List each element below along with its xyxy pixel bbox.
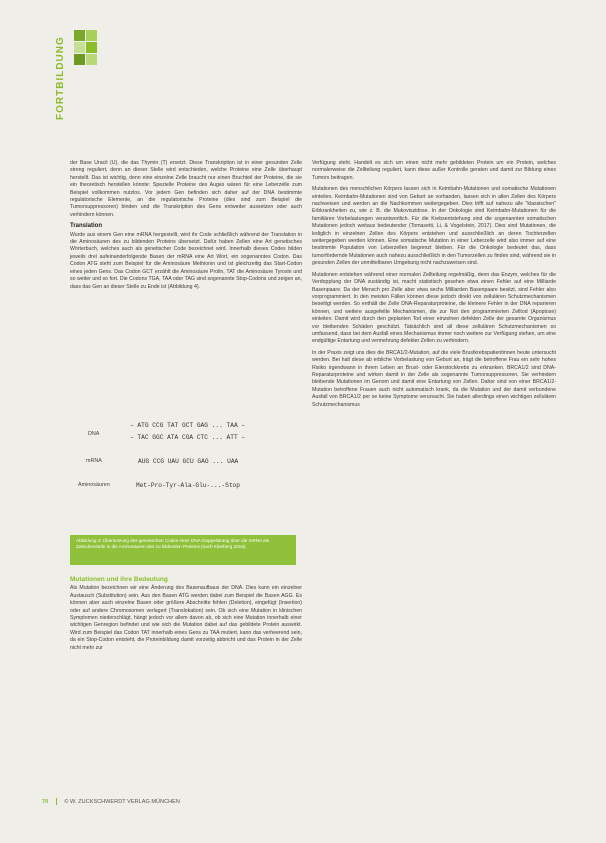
publisher-line: © W. ZUCKSCHWERDT VERLAG MÜNCHEN	[64, 798, 180, 805]
left-column-lower	[70, 572, 302, 656]
figure-genetic-code	[78, 420, 304, 522]
section-label: FORTBILDUNG	[55, 36, 66, 120]
figure-dna-strand-2: – TAC GGC ATA CGA CTC ... ATT –	[130, 434, 246, 441]
paragraph: Mutationen entstehen während einer normalen Zellteilung regelmäßig, denn das Enzym, welches für die Verdopplung der DNA zuständig ist, macht statistisch gesehen etwa einen Fehler auf eine Milliarde Basenpaare. Da der Mensch pro Zelle aber etwa sechs Milliarden Basenpaare besitzt, sind Fehler also vorprogrammiert. In den meisten Fällen können diese jedoch direkt von zellulären Schutzmechanismen beseitigt werden. So enthält die Zelle DNA-Reparaturproteine, die kleinere Fehler in der DNA reparieren können, und weitere ausgefeilte Mechanismen, die zur Not den programmierten Zelltod (Apoptose) einleiten. Damit wird durch den geplanten Tod einer einzelnen defekten Zelle der gesamte Organismus vor bleibenden Schäden geschützt. Tatsächlich sind all diese zellulären Schutzmechanismen so umfassend, dass bei dem Ausfall eines Mechanismus immer noch weitere zur Verfügung stehen, um eine endgültige Entartung und vermehrung defekter Zellen zu verhindern.	[312, 271, 556, 345]
paragraph: Als Mutation bezeichnen wir eine Änderung des Basenaufbaus der DNA. Dies kann ein einzelner Austausch (Substitution) sein. Aus den Basen ATG werden dabei zum Beispiel die Basen AGG. Es können aber auch einzelne Basen oder größere Abschnitte fehlen (Deletion), eingefügt (Insertion) oder auf andere Chromosomen verlagert (Translokation) sein. Ob sich eine Mutation in klinischen Symptomen niederschlägt, hängt jedoch vor allem davon ab, ob sich eine Mutation innerhalb einer wichtigen Genregion befindet und wie sich die Mutation dabei auf das gebildete Protein auswirkt. Wird zum Beispiel das Codon TAT innerhalb eines Gens zu TAA mutiert, kann das verheerend sein, da ein Stop-Codon entsteht, die Proteinbildung damit vorzeitig abbricht und das Protein in der Zelle nicht mehr zur	[70, 585, 302, 651]
figure-dna-strand-1: – ATG CCG TAT GCT GAG ... TAA –	[130, 422, 246, 429]
figure-label-dna: DNA	[88, 431, 100, 437]
heading-translation: Translation	[70, 223, 103, 230]
figure-mrna-strand: AUG CCG UAU GCU GAG ... UAA	[138, 458, 239, 465]
figure-amino-acid-chain: Met-Pro-Tyr-Ala-Glu-...-Stop	[136, 482, 240, 489]
logo-square	[74, 30, 85, 41]
figure-caption: Abbildung 4: Übersetzung des genetischen Codes einer DNA-Doppelstrang über die mRNA als Zwischenstufe in die Aminosäuren des zu bildenden Proteins (nach Kleeberg 2016).	[70, 535, 296, 565]
paragraph: der Base Uracil (U), die das Thymin (T) ersetzt. Diese Transkription ist in einer gesunden Zelle streng reguliert, denn an dieser Stelle wird entschieden, welche Proteine eine Zelle überhaupt herstellt. Das ist wichtig, denn eine einzelne Zelle braucht nur einen Bruchteil der Proteine, die sie ein theoretisch herstellen könnte: Spezielle Proteine des Auges wären für eine Leberzelle zum Beispiel vollkommen nutzlos. Vor jedem Gen befinden sich daher auf der DNA bestimmte regulatorische Elemente, an die regulatorische Proteine (dies sind zum Beispiel die Tumorsuppressoren) binden und die Transkription des Gens entweder aussetzen oder auch verhindern können.	[70, 160, 302, 218]
page-number: 70	[42, 798, 49, 805]
logo-square	[86, 30, 97, 41]
paragraph: Mutationen des menschlichen Körpers lassen sich in Keimbahn-Mutationen und somatische Mutationen einteilen. Keimbahn-Mutationen sind von Geburt an vorhanden, lassen sich in allen Zellen des Körpers nachweisen und werden an die Nachkommen weitergegeben. Dies trifft auf nahezu alle "klassischen" Erbkrankheiten zu, wie z. B. die Mukoviszidose. In der Onkologie sind Keimbahn-Mutationen für die familiären Vorbelastungen verantwortlich. Für die Krebsentstehung sind die sogenannten somatischen Mutationen jedoch weitaus bedeutender (Tomasetti, Li, & Vogelstein, 2017). Dies sind Mutationen, die lediglich in einzelnen Zellen des Körpers entstehen und ausschließlich an deren Tochterzellen weitergegeben werden können. Eine somatische Mutation in einer Leberzelle wird also immer auf eine bestimmte Population von Leberzellen begrenzt bleiben. Für die Onkologie bedeutet das, dass tumorfördernde Mutationen auch nahezu ausschließlich in den Tumorzellen zu finden sind, während sie in gesunden Zellen der unmittelbaren Umgebung nicht nachzuweisen sind.	[312, 186, 556, 267]
paragraph: Verfügung steht. Handelt es sich um einen nicht mehr gebildeten Protein um ein Protein, welches normalerweise die Zellteilung reguliert, kann diese außer Kontrolle geraten und damit zur Bildung eines Tumors beitragen.	[312, 160, 556, 181]
figure-label-mrna: mRNA	[86, 458, 102, 464]
logo-square	[86, 42, 97, 53]
paragraph: Wurde aus einem Gen eine mRNA hergestellt, wird ihr Code schließlich während der Translation in die Aminosäuren des zu bildenden Proteins übersetzt. Dafür haben Zellen eine Art genetisches Wörterbuch, welches auch als genetischer Code bezeichnet wird. Innerhalb dieses Codes bilden jeweils drei aufeinanderfolgende Basen der mRNA eine Art Wort, ein sogenanntes Codon. Das Codon ATG steht zum Beispiel für die Aminosäure Methionin und ist gleichzeitig das Start-Codon eines jeden Gens. Das Codon GCT erzählt die Aminosäure Prolin, TAT die Aminosäure Tyrosin und so weiter und so fort. Die Codons TGA, TAA oder TAG sind sogenannte Stop-Codons und zeigen an, dass das Gen an dieser Stelle zu Ende ist (Abbildung 4).	[70, 231, 302, 290]
paragraph: In der Praxis zeigt uns dies die BRCA1/2-Mutation, auf die viele Brustkrebspatientinnen heute untersucht werden. Bei halt diese ab erbliche Vorbelastung von Geburt an, trägt die betroffene Frau ein sehr hohes Risiko irgendwann in ihrem Leben an Brust- oder Eierstockkrebs zu erkranken. BRCA1/2 sind DNA-Reparaturproteine und wirken damit in der Zelle als sogenannte Tumorsuppressoren. Sie verhindern bleibende Mutationen im Genom und damit eine Entartung von Zellen. Daher sind von einer BRCA1/2-Mutation betroffene Frauen auch nicht automatisch krank, da die Mutation und der damit verbundene Ausfall von BRCA1/2 per se keine Symptome verursacht. Sie haben allerdings einen wichtigen zellulären Schutzmechanismus	[312, 349, 556, 408]
figure-label-amino-acids: Aminosäuren	[78, 482, 110, 488]
logo-square	[74, 42, 85, 53]
section-logo	[74, 30, 100, 78]
logo-square	[74, 54, 85, 65]
footer-divider	[56, 798, 57, 805]
right-column	[312, 160, 556, 413]
heading-mutations: Mutationen und ihre Bedeutung	[70, 576, 168, 583]
logo-square	[86, 54, 97, 65]
left-column	[70, 160, 302, 295]
page-footer	[42, 798, 180, 805]
